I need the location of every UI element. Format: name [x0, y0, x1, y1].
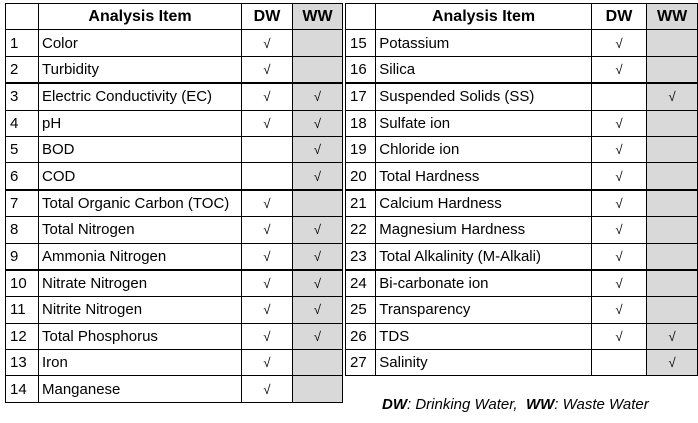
dw-check: √ — [242, 270, 293, 297]
analysis-item-name: Suspended Solids (SS) — [376, 83, 592, 110]
dw-check: √ — [591, 243, 646, 270]
dw-check: √ — [242, 217, 293, 243]
row-number: 10 — [6, 270, 39, 297]
table-row — [6, 376, 343, 402]
ww-check — [647, 217, 698, 243]
dw-check: √ — [591, 323, 646, 349]
table-row — [6, 190, 343, 217]
row-number: 14 — [6, 376, 39, 402]
analysis-item-name: Chloride ion — [376, 136, 592, 162]
ww-check — [647, 110, 698, 136]
header-row — [346, 4, 698, 30]
row-number: 3 — [6, 83, 39, 110]
dw-check: √ — [242, 297, 293, 323]
dw-check: √ — [242, 350, 293, 376]
table-row — [6, 30, 343, 56]
header-dw: DW — [242, 4, 293, 30]
dw-check: √ — [242, 110, 293, 136]
ww-check — [647, 30, 698, 56]
header-analysis-item: Analysis Item — [376, 4, 592, 30]
legend-ww-abbr: WW — [525, 396, 555, 413]
dw-check: √ — [242, 56, 293, 83]
dw-check: √ — [242, 376, 293, 402]
analysis-item-name: Nitrite Nitrogen — [39, 297, 242, 323]
table-row — [6, 56, 343, 83]
analysis-item-name: Silica — [376, 56, 592, 83]
table-row — [6, 297, 343, 323]
analysis-item-name: TDS — [376, 323, 592, 349]
ww-check: √ — [293, 163, 343, 190]
dw-check: √ — [591, 30, 646, 56]
analysis-item-name: Total Nitrogen — [39, 217, 242, 243]
ww-check — [293, 56, 343, 83]
header-dw: DW — [591, 4, 646, 30]
row-number: 15 — [346, 30, 376, 56]
table-row — [6, 163, 343, 190]
ww-check: √ — [647, 350, 698, 376]
ww-check — [647, 243, 698, 270]
ww-check: √ — [293, 83, 343, 110]
ww-check — [293, 190, 343, 217]
legend — [382, 396, 649, 413]
dw-check — [591, 83, 646, 110]
legend-ww-text: : Waste Water — [554, 396, 649, 413]
row-number: 6 — [6, 163, 39, 190]
row-number: 27 — [346, 350, 376, 376]
header-no — [6, 4, 39, 30]
row-number: 16 — [346, 56, 376, 83]
table-row — [346, 270, 698, 297]
ww-check — [293, 350, 343, 376]
header-row — [6, 4, 343, 30]
ww-check — [647, 163, 698, 190]
table-row — [346, 297, 698, 323]
ww-check: √ — [647, 323, 698, 349]
table-row — [6, 350, 343, 376]
dw-check — [591, 350, 646, 376]
ww-check: √ — [293, 243, 343, 270]
analysis-item-name: Ammonia Nitrogen — [39, 243, 242, 270]
analysis-item-name: Magnesium Hardness — [376, 217, 592, 243]
row-number: 8 — [6, 217, 39, 243]
row-number: 20 — [346, 163, 376, 190]
ww-check: √ — [293, 217, 343, 243]
dw-check: √ — [242, 30, 293, 56]
table-row — [6, 83, 343, 110]
ww-check — [647, 297, 698, 323]
analysis-item-name: pH — [39, 110, 242, 136]
table-row — [346, 110, 698, 136]
dw-check: √ — [591, 217, 646, 243]
table-row — [346, 83, 698, 110]
analysis-item-name: BOD — [39, 136, 242, 162]
table-row — [6, 323, 343, 349]
row-number: 19 — [346, 136, 376, 162]
dw-check: √ — [591, 56, 646, 83]
ww-check: √ — [293, 270, 343, 297]
header-no — [346, 4, 376, 30]
dw-check: √ — [242, 190, 293, 217]
table-row — [6, 270, 343, 297]
dw-check: √ — [242, 323, 293, 349]
analysis-item-name: Nitrate Nitrogen — [39, 270, 242, 297]
table-row — [346, 56, 698, 83]
ww-check — [293, 30, 343, 56]
table-row — [6, 136, 343, 162]
row-number: 11 — [6, 297, 39, 323]
analysis-item-name: Total Phosphorus — [39, 323, 242, 349]
row-number: 1 — [6, 30, 39, 56]
dw-check — [242, 136, 293, 162]
ww-check: √ — [293, 323, 343, 349]
dw-check: √ — [591, 270, 646, 297]
row-number: 26 — [346, 323, 376, 349]
analysis-table-left — [5, 3, 343, 403]
analysis-item-name: Electric Conductivity (EC) — [39, 83, 242, 110]
row-number: 18 — [346, 110, 376, 136]
row-number: 2 — [6, 56, 39, 83]
analysis-item-name: Transparency — [376, 297, 592, 323]
ww-check — [647, 56, 698, 83]
ww-check — [647, 190, 698, 217]
analysis-item-name: Manganese — [39, 376, 242, 402]
ww-check: √ — [647, 83, 698, 110]
legend-dw-text: : Drinking Water, — [407, 396, 518, 413]
header-ww: WW — [293, 4, 343, 30]
row-number: 17 — [346, 83, 376, 110]
row-number: 21 — [346, 190, 376, 217]
ww-check: √ — [293, 136, 343, 162]
row-number: 23 — [346, 243, 376, 270]
row-number: 22 — [346, 217, 376, 243]
table-row — [346, 243, 698, 270]
analysis-item-name: Turbidity — [39, 56, 242, 83]
dw-check — [242, 163, 293, 190]
dw-check: √ — [591, 136, 646, 162]
analysis-item-name: Total Alkalinity (M-Alkali) — [376, 243, 592, 270]
analysis-item-name: Sulfate ion — [376, 110, 592, 136]
dw-check: √ — [591, 190, 646, 217]
row-number: 25 — [346, 297, 376, 323]
analysis-item-name: Potassium — [376, 30, 592, 56]
table-row — [346, 323, 698, 349]
table-row — [346, 30, 698, 56]
analysis-item-name: Total Organic Carbon (TOC) — [39, 190, 242, 217]
header-ww: WW — [647, 4, 698, 30]
row-number: 7 — [6, 190, 39, 217]
ww-check: √ — [293, 297, 343, 323]
header-analysis-item: Analysis Item — [39, 4, 242, 30]
dw-check: √ — [242, 243, 293, 270]
dw-check: √ — [242, 83, 293, 110]
table-row — [6, 110, 343, 136]
analysis-item-name: COD — [39, 163, 242, 190]
dw-check: √ — [591, 297, 646, 323]
table-row — [6, 243, 343, 270]
ww-check — [647, 270, 698, 297]
ww-check — [647, 136, 698, 162]
analysis-table-right — [345, 3, 698, 376]
ww-check — [293, 376, 343, 402]
table-row — [346, 350, 698, 376]
table-row — [346, 217, 698, 243]
dw-check: √ — [591, 110, 646, 136]
analysis-item-name: Iron — [39, 350, 242, 376]
row-number: 4 — [6, 110, 39, 136]
legend-dw-abbr: DW — [382, 396, 407, 413]
table-row — [346, 163, 698, 190]
table-row — [6, 217, 343, 243]
analysis-item-name: Total Hardness — [376, 163, 592, 190]
table-row — [346, 190, 698, 217]
analysis-item-name: Salinity — [376, 350, 592, 376]
table-row — [346, 136, 698, 162]
row-number: 24 — [346, 270, 376, 297]
row-number: 5 — [6, 136, 39, 162]
row-number: 9 — [6, 243, 39, 270]
analysis-item-name: Bi-carbonate ion — [376, 270, 592, 297]
dw-check: √ — [591, 163, 646, 190]
row-number: 12 — [6, 323, 39, 349]
row-number: 13 — [6, 350, 39, 376]
analysis-item-name: Color — [39, 30, 242, 56]
analysis-item-name: Calcium Hardness — [376, 190, 592, 217]
ww-check: √ — [293, 110, 343, 136]
